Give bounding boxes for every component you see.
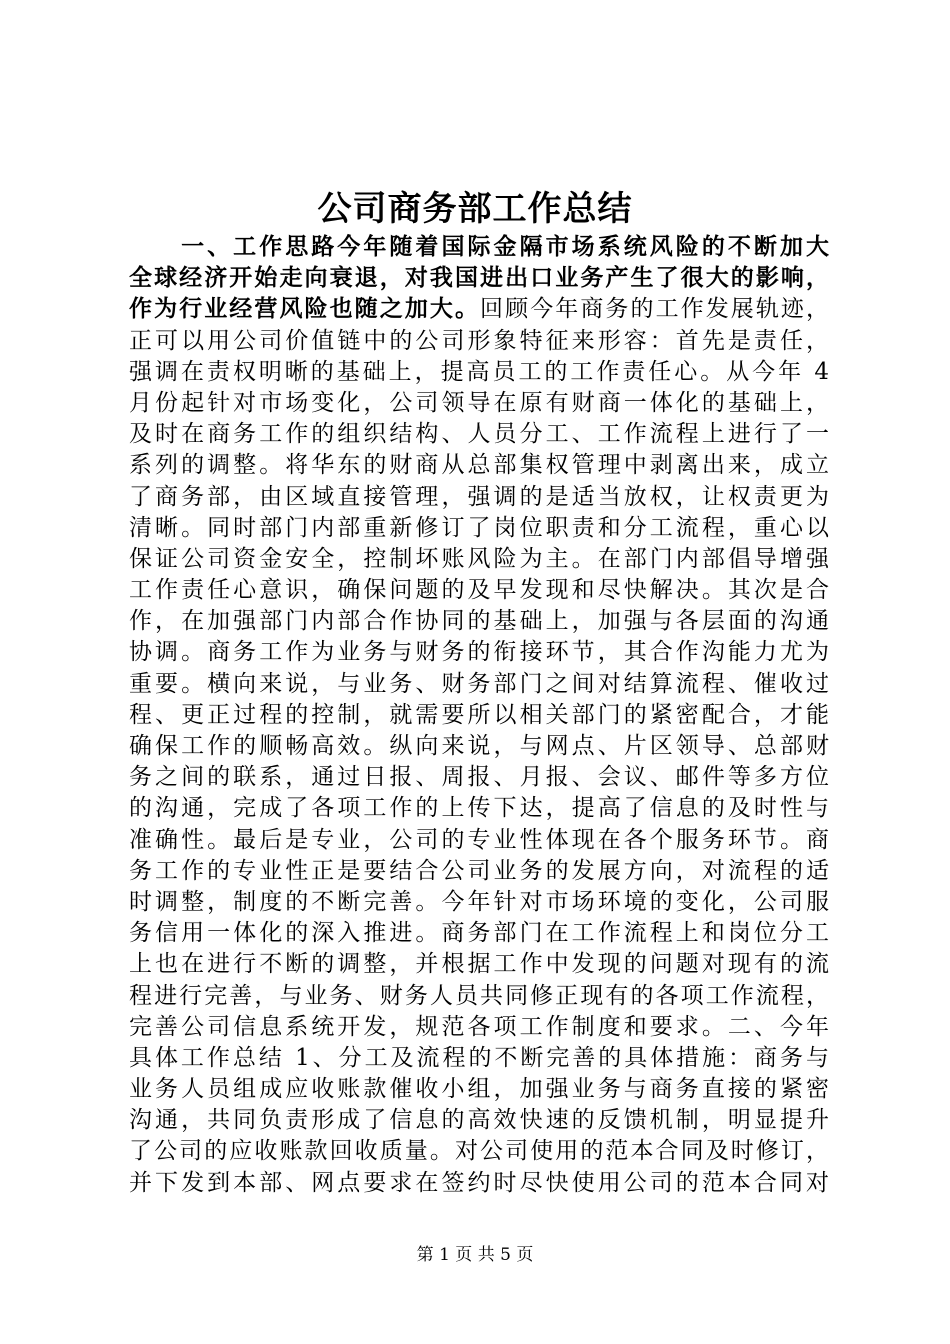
body-text: 协调。商务工作为业务与财务的衔接环节，其合作沟能力尤为: [129, 639, 829, 666]
body-text: 强调在责权明晰的基础上，提高员工的工作责任心。从今年 4: [129, 358, 829, 385]
body-text: 具体工作总结 1、分工及流程的不断完善的具体措施：商务与: [129, 1044, 829, 1071]
body-text: 程进行完善，与业务、财务人员共同修正现有的各项工作流程，: [129, 982, 829, 1009]
body-line: [129, 1136, 829, 1167]
body-line: [129, 731, 829, 762]
body-text: 了商务部，由区域直接管理，强调的是适当放权，让权责更为: [129, 483, 829, 510]
body-text: 清晰。同时部门内部重新修订了岗位职责和分工流程，重心以: [129, 514, 829, 541]
body-line: [129, 294, 829, 325]
body-line: [129, 513, 829, 544]
body-line: [129, 700, 829, 731]
body-line: [129, 419, 829, 450]
body-text: 月份起针对市场变化，公司领导在原有财商一体化的基础上，: [129, 389, 829, 416]
body-line: [129, 1043, 829, 1074]
body-text: 了公司的应收账款回收质量。对公司使用的范本合同及时修订，: [129, 1138, 829, 1165]
body-text: 沟通，共同负责形成了信息的高效快速的反馈机制，明显提升: [129, 1107, 829, 1134]
body-line: [129, 1105, 829, 1136]
bold-text: 一、工作思路今年随着国际金隔市场系统风险的不断加大: [129, 234, 829, 260]
body-line: [129, 762, 829, 793]
body-line: [129, 606, 829, 637]
body-text: 作，在加强部门内部合作协同的基础上，加强与各层面的沟通: [129, 608, 829, 635]
body-line: [129, 949, 829, 980]
body-line: [129, 887, 829, 918]
body-line: [129, 1074, 829, 1105]
page-footer: 第 1 页 共 5 页: [416, 1245, 534, 1265]
body-text: 务工作的专业性正是要结合公司业务的发展方向，对流程的适: [129, 857, 829, 884]
body-text: 务之间的联系，通过日报、周报、月报、会议、邮件等多方位: [129, 764, 829, 791]
body-line: [129, 981, 829, 1012]
body-text: 及时在商务工作的组织结构、人员分工、工作流程上进行了一: [129, 421, 829, 448]
body-text: 上也在进行不断的调整，并根据工作中发现的问题对现有的流: [129, 951, 829, 978]
body-text: 务信用一体化的深入推进。商务部门在工作流程上和岗位分工: [129, 920, 829, 947]
body-line: [129, 326, 829, 357]
body-text: 工作责任心意识，确保问题的及早发现和尽快解决。其次是合: [129, 577, 829, 604]
body-text: 程、更正过程的控制，就需要所以相关部门的紧密配合，才能: [129, 701, 829, 728]
body-line: [129, 825, 829, 856]
body-line: [129, 637, 829, 668]
body-text: 系列的调整。将华东的财商从总部集权管理中剥离出来，成立: [129, 452, 829, 479]
body-line: [129, 669, 829, 700]
body-line: [129, 357, 829, 388]
body-text: 确保工作的顺畅高效。纵向来说，与网点、片区领导、总部财: [129, 733, 829, 759]
body-line: [129, 232, 829, 263]
body-line: [129, 388, 829, 419]
body-text: 正可以用公司价值链中的公司形象特征来形容：首先是责任，: [129, 327, 829, 354]
body-text: 保证公司资金安全，控制坏账风险为主。在部门内部倡导增强: [129, 545, 829, 572]
body-line: [129, 1012, 829, 1043]
body-text: 时调整，制度的不断完善。今年针对市场环境的变化，公司服: [129, 888, 829, 915]
body-line: [129, 450, 829, 481]
body-line: [129, 482, 829, 513]
bold-text: 作为行业经营风险也随之加大。: [129, 296, 481, 323]
body-text: 准确性。最后是专业，公司的专业性体现在各个服务环节。商: [129, 826, 829, 853]
body-line: [129, 544, 829, 575]
body-text: 重要。横向来说，与业务、财务部门之间对结算流程、催收过: [129, 670, 829, 697]
body-text: 并下发到本部、网点要求在签约时尽快使用公司的范本合同对: [129, 1169, 829, 1196]
body-line: [129, 856, 829, 887]
body-line: [129, 793, 829, 824]
body-text: 业务人员组成应收账款催收小组，加强业务与商务直接的紧密: [129, 1076, 829, 1103]
body-line: [129, 263, 829, 294]
body-line: [129, 575, 829, 606]
document-title: 公司商务部工作总结: [317, 189, 633, 229]
document-body: [129, 232, 829, 1199]
body-line: [129, 918, 829, 949]
body-text: 完善公司信息系统开发，规范各项工作制度和要求。二、今年: [129, 1013, 829, 1040]
body-text: 回顾今年商务的工作发展轨迹，: [480, 296, 830, 323]
body-line: [129, 1168, 829, 1199]
body-text: 的沟通，完成了各项工作的上传下达，提高了信息的及时性与: [129, 795, 829, 822]
bold-text: 全球经济开始走向衰退，对我国进出口业务产生了很大的影响，: [129, 265, 829, 292]
